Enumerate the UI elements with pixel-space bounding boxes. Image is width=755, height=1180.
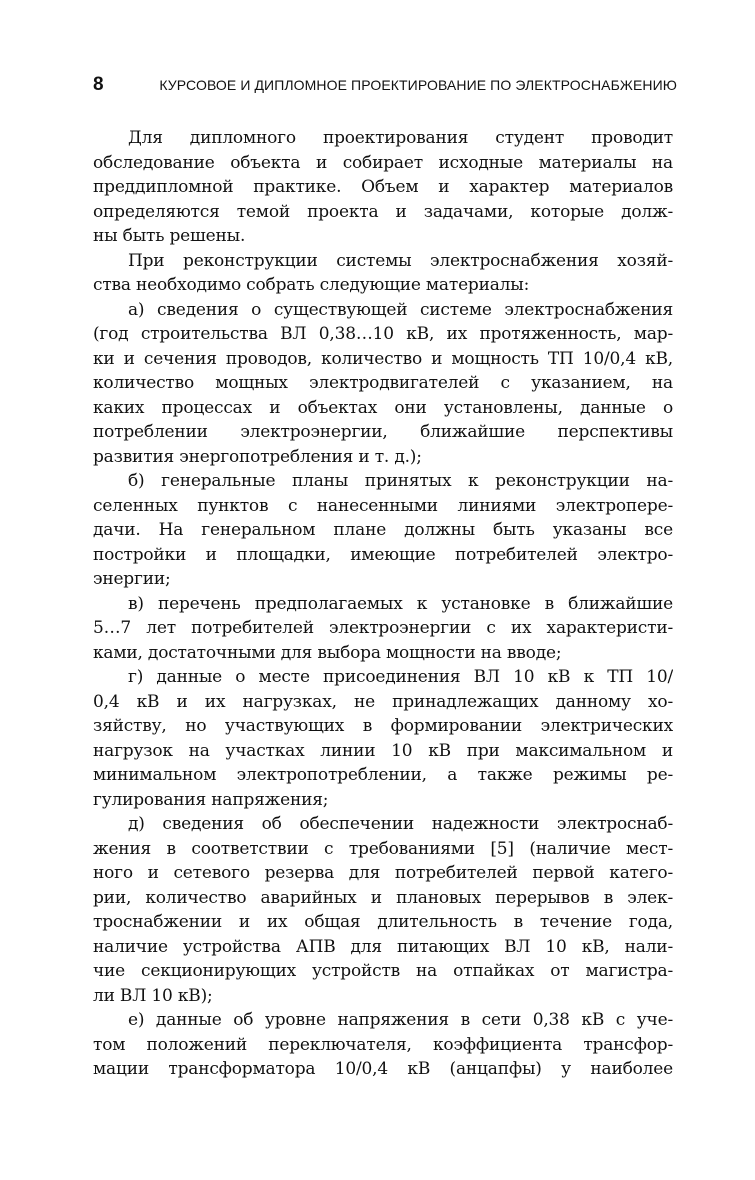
text-line: энергии; <box>93 569 171 589</box>
text-line: селенных пунктов с нанесенными линиями электропере- <box>93 495 673 516</box>
text-line: (год строительства ВЛ 0,38…10 кВ, их протяженность, мар- <box>93 324 673 344</box>
text-line: чие секционирующих устройств на отпайках от магистра- <box>93 961 673 981</box>
text-line: нагрузок на участках линии 10 кВ при максимальном и <box>93 740 673 761</box>
text-line: в) перечень предполагаемых к установке в ближайшие <box>128 593 673 614</box>
text-line: ли ВЛ 10 кВ); <box>93 985 213 1006</box>
text-line: 5…7 лет потребителей электроэнергии с их характеристи- <box>93 618 673 638</box>
text-line: а) сведения о существующей системе электроснабжения <box>128 299 673 320</box>
text-line: минимальном электропотреблении, а также режимы ре- <box>93 765 673 785</box>
running-head <box>93 74 677 98</box>
text-line: г) данные о месте присоединения ВЛ 10 кВ к ТП 10/ <box>128 667 673 687</box>
body-text <box>93 126 673 1082</box>
text-line: мации трансформатора 10/0,4 кВ (анцапфы) у наиболее <box>93 1059 673 1079</box>
text-line: д) сведения об обеспечении надежности электроснаб- <box>128 814 673 834</box>
text-line: преддипломной практике. Объем и характер материалов <box>93 177 673 197</box>
text-line: обследование объекта и собирает исходные материалы на <box>93 152 673 173</box>
text-line: том положений переключателя, коэффициента трансфор- <box>93 1034 673 1055</box>
text-line: постройки и площадки, имеющие потребителей электро- <box>93 544 673 565</box>
running-head-title: КУРСОВОЕ И ДИПЛОМНОЕ ПРОЕКТИРОВАНИЕ ПО ЭЛЕКТРОСНАБЖЕНИЮ <box>159 77 677 93</box>
text-line: потреблении электроэнергии, ближайшие перспективы <box>93 422 673 442</box>
text-line: ного и сетевого резерва для потребителей первой катего- <box>93 863 673 883</box>
text-line: зяйству, но участвующих в формировании электрических <box>93 716 673 736</box>
text-line: ками, достаточными для выбора мощности на вводе; <box>93 642 562 663</box>
text-line: е) данные об уровне напряжения в сети 0,38 кВ с уче- <box>128 1010 673 1030</box>
text-line: 0,4 кВ и их нагрузках, не принадлежащих данному хо- <box>93 691 673 712</box>
text-line: При реконструкции системы электроснабжения хозяй- <box>128 250 673 271</box>
text-line: количество мощных электродвигателей с указанием, на <box>93 373 673 393</box>
text-line: определяются темой проекта и задачами, которые долж- <box>93 201 673 222</box>
text-line: наличие устройства АПВ для питающих ВЛ 10 кВ, нали- <box>93 936 673 957</box>
text-line: жения в соответствии с требованиями [5] (наличие мест- <box>93 838 673 859</box>
text-line: гулирования напряжения; <box>93 789 329 810</box>
text-line: дачи. На генеральном плане должны быть указаны все <box>93 520 673 540</box>
text-line: троснабжении и их общая длительность в течение года, <box>93 912 673 932</box>
text-line: каких процессах и объектах они установлены, данные о <box>93 397 673 418</box>
text-line: Для дипломного проектирования студент проводит <box>128 128 673 148</box>
page-number: 8 <box>93 74 104 95</box>
text-line: ны быть решены. <box>93 226 246 246</box>
text-line: ства необходимо собрать следующие материалы: <box>93 275 530 295</box>
text-line: развития энергопотребления и т. д.); <box>93 446 422 467</box>
text-line: рии, количество аварийных и плановых перерывов в элек- <box>93 887 673 908</box>
text-line: ки и сечения проводов, количество и мощность ТП 10/0,4 кВ, <box>93 348 673 369</box>
text-line: б) генеральные планы принятых к реконструкции на- <box>128 471 673 491</box>
